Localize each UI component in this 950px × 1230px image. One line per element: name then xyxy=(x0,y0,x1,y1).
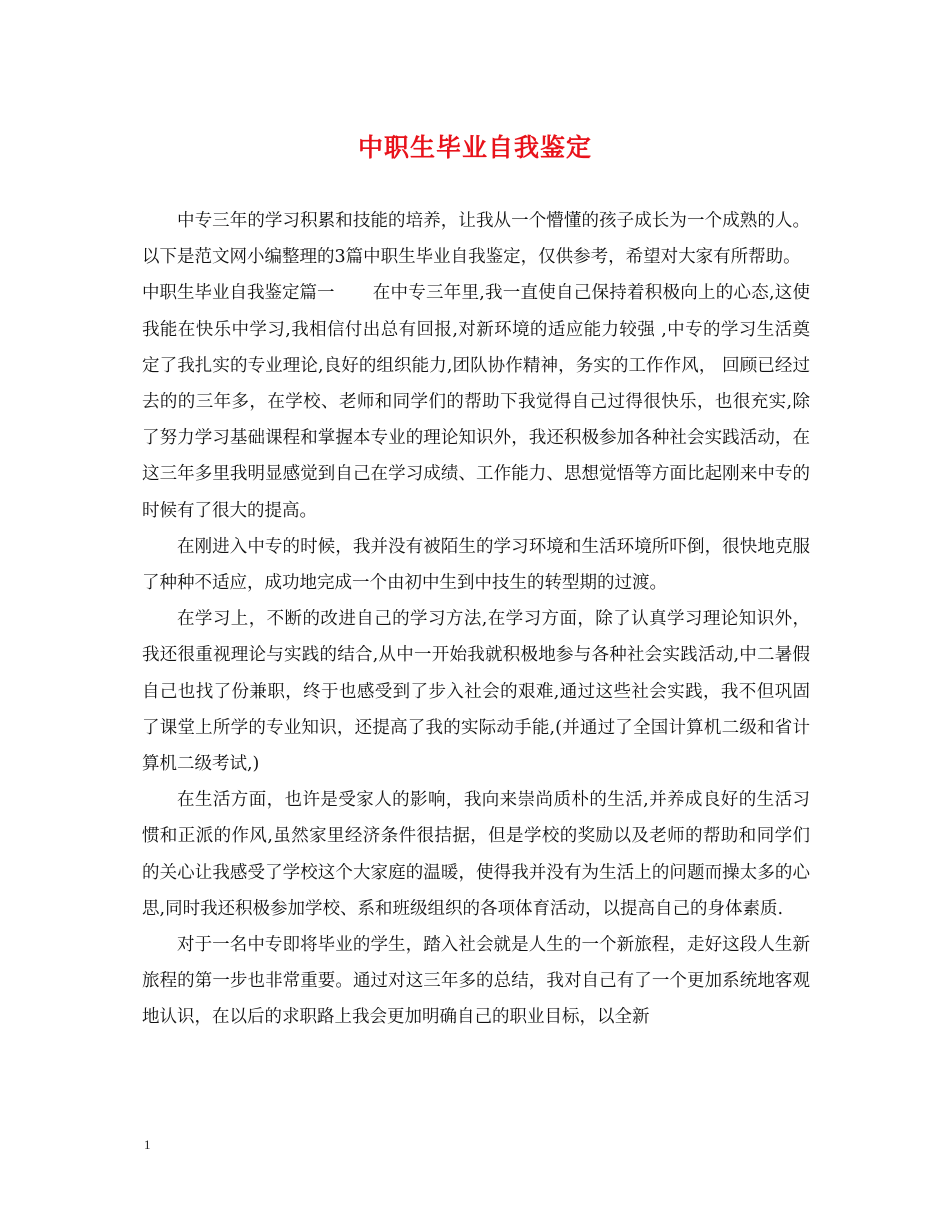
section-one-paragraph xyxy=(142,275,810,528)
section-heading: 中职生毕业自我鉴定篇一 xyxy=(142,283,335,304)
body-paragraph: 在生活方面，也许是受家人的影响，我向来崇尚质朴的生活,并养成良好的生活习惯和正派的作风,虽然家里经济条件很拮据，但是学校的奖励以及老师的帮助和同学们的关心让我感受了学校这个大家庭的温暖，使得我并没有为生活上的问题而操太多的心思,同时我还积极参加学校、系和班级组织的各项体育活动，以提高自己的身体素质. xyxy=(142,790,810,919)
body-paragraph: 在学习上，不断的改进自己的学习方法,在学习方面，除了认真学习理论知识外，我还很重视理论与实践的结合,从中一开始我就积极地参与各种社会实践活动,中二暑假自己也找了份兼职，终于也感受到了步入社会的艰难,通过这些社会实践，我不但巩固了课堂上所学的专业知识，还提高了我的实际动手能,(并通过了全国计算机二级和省计算机二级考试,) xyxy=(142,609,810,775)
body-paragraph: 在刚进入中专的时候，我并没有被陌生的学习环境和生活环境所吓倒，很快地克服了种种不适应，成功地完成一个由初中生到中技生的转型期的过渡。 xyxy=(142,536,810,594)
page-number: 1 xyxy=(144,1137,151,1152)
document-title: 中职生毕业自我鉴定 xyxy=(357,133,592,162)
intro-paragraph: 中专三年的学习积累和技能的培养，让我从一个懵懂的孩子成长为一个成熟的人。以下是范文网小编整理的3篇中职生毕业自我鉴定，仅供参考，希望对大家有所帮助。 xyxy=(142,211,810,268)
section-first-text: 在中专三年里,我一直使自己保持着积极向上的心态,这使我能在快乐中学习,我相信付出总有回报,对新环境的适应能力较强 ,中专的学习生活奠定了我扎实的专业理论,良好的组织能力,团队协作精神，务实的工作作风， 回顾已经过去的的三年多，在学校、老师和同学们的帮助下我觉得自己过得很快乐，也很充实,除了努力学习基础课程和掌握本专业的理论知识外，我还积极参加各种社会实践活动，在这三年多里我明显感觉到自己在学习成绩、工作能力、思想觉悟等方面比起刚来中专的时候有了很大的提高。 xyxy=(142,283,810,521)
document-body xyxy=(142,203,810,1036)
body-paragraph: 对于一名中专即将毕业的学生，踏入社会就是人生的一个新旅程，走好这段人生新旅程的第一步也非常重要。通过对这三年多的总结，我对自己有了一个更加系统地客观地认识，在以后的求职路上我会更加明确自己的职业目标，以全新 xyxy=(142,935,810,1028)
